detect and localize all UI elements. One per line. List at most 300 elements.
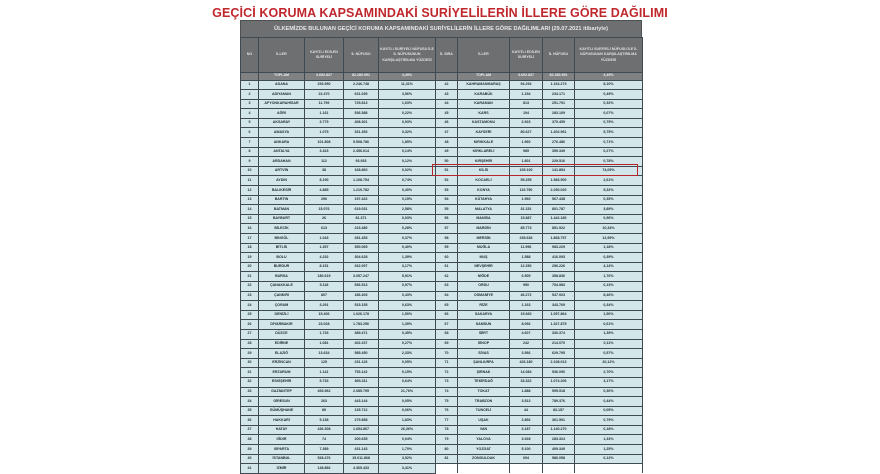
left-no-cell: 4 xyxy=(241,109,259,119)
left-city-cell: BİNGÖL xyxy=(259,234,305,244)
right-no-cell: 55 xyxy=(436,205,458,215)
column-header-right: KAYITLI SURİYELİ NÜFUSU İLE İL NÜFUSUNUN KARŞILAŞTIRILMA YÜZDESİ xyxy=(575,38,643,73)
right-population-cell: 983.229 xyxy=(543,243,575,253)
right-no-cell: 59 xyxy=(436,243,458,253)
left-no-cell: 30 xyxy=(241,358,259,368)
table-row xyxy=(241,368,643,378)
right-city-cell: SİNOP xyxy=(458,339,510,349)
total-row xyxy=(241,73,643,81)
right-registered-cell: 1.163 xyxy=(510,301,543,311)
right-registered-cell: 194 xyxy=(510,109,543,119)
right-percent-cell: 1,50% xyxy=(575,310,643,320)
left-percent-cell: 3,41% xyxy=(379,464,436,474)
right-population-cell: 141.854 xyxy=(543,166,575,176)
distribution-table xyxy=(240,37,643,474)
left-registered-cell: 263 xyxy=(305,397,344,407)
left-city-cell: GÜMÜŞHANE xyxy=(259,406,305,416)
left-registered-cell: 3.323 xyxy=(305,147,344,157)
right-city-cell: VAN xyxy=(458,425,510,435)
right-registered-cell: 1.960 xyxy=(510,138,543,148)
right-no-cell: 79 xyxy=(436,435,458,445)
left-city-cell: EDİRNE xyxy=(259,339,305,349)
right-percent-cell: 8,46% xyxy=(575,291,643,301)
right-percent-cell: 5,32% xyxy=(575,186,643,196)
left-percent-cell: 0,03% xyxy=(379,214,436,224)
right-city-cell: MERSİN xyxy=(458,234,510,244)
left-no-cell: 36 xyxy=(241,416,259,426)
right-city-cell: RİZE xyxy=(458,301,510,311)
table-row xyxy=(241,377,643,387)
left-registered-cell: 38 xyxy=(305,166,344,176)
left-no-cell: 8 xyxy=(241,147,259,157)
left-registered-cell: 5.733 xyxy=(305,377,344,387)
right-no-cell: 67 xyxy=(436,320,458,330)
left-no-cell: 15 xyxy=(241,214,259,224)
right-registered-cell: 8.066 xyxy=(510,320,543,330)
right-percent-cell: 3,89% xyxy=(575,205,643,215)
total-label: TOPLAM xyxy=(259,73,305,81)
left-population-cell: 3.057.247 xyxy=(344,272,379,282)
left-percent-cell: 0,06% xyxy=(379,406,436,416)
table-row xyxy=(241,397,643,407)
left-registered-cell: 148.866 xyxy=(305,464,344,474)
right-registered-cell: 1.960 xyxy=(510,195,543,205)
left-city-cell: ANTALYA xyxy=(259,147,305,157)
right-no-cell: 62 xyxy=(436,272,458,282)
total-population-right: 82.280.951 xyxy=(543,73,575,81)
right-population-cell: 370.459 xyxy=(543,118,575,128)
table-row xyxy=(241,109,643,119)
right-city-cell: TUNCELİ xyxy=(458,406,510,416)
right-percent-cell: 1,18% xyxy=(575,243,643,253)
right-no-cell: 75 xyxy=(436,397,458,407)
left-registered-cell: 112 xyxy=(305,157,344,167)
left-city-cell: AYDIN xyxy=(259,176,305,186)
left-city-cell: ANKARA xyxy=(259,138,305,148)
right-registered-cell: 12.250 xyxy=(510,262,543,272)
right-population-cell: 358.836 xyxy=(543,272,575,282)
table-row xyxy=(241,445,643,455)
right-population-cell: 343.769 xyxy=(543,301,575,311)
right-registered-cell: 3.513 xyxy=(510,397,543,407)
right-population-cell: 214.070 xyxy=(543,339,575,349)
left-population-cell: 200.635 xyxy=(344,435,379,445)
right-no-cell: 54 xyxy=(436,195,458,205)
right-no-cell: 74 xyxy=(436,387,458,397)
right-population-cell: 1.057.864 xyxy=(543,310,575,320)
distribution-sheet xyxy=(240,20,642,474)
right-percent-cell: 0,05% xyxy=(575,406,643,416)
right-percent-cell: 0,35% xyxy=(575,195,643,205)
page-title: GEÇİCİ KORUMA KAPSAMINDAKİ SURİYELİLERİN İLLERE GÖRE DAĞILIMI xyxy=(212,6,668,20)
right-registered-cell: 813 xyxy=(510,99,543,109)
left-city-cell: BATMAN xyxy=(259,205,305,215)
left-no-cell: 35 xyxy=(241,406,259,416)
right-population-cell: 416.093 xyxy=(543,253,575,263)
right-population-cell: 1.327.875 xyxy=(543,320,575,330)
right-population-cell: 229.516 xyxy=(543,157,575,167)
left-population-cell: 93.933 xyxy=(344,157,379,167)
right-percent-cell: 10,34% xyxy=(575,224,643,234)
right-city-cell: NİĞDE xyxy=(458,272,510,282)
table-row xyxy=(241,291,643,301)
right-percent-cell: 0,13% xyxy=(575,281,643,291)
left-registered-cell: 101.808 xyxy=(305,138,344,148)
left-population-cell: 81.371 xyxy=(344,214,379,224)
left-registered-cell: 1.075 xyxy=(305,128,344,138)
table-row xyxy=(241,224,643,234)
left-population-cell: 304.628 xyxy=(344,253,379,263)
left-population-cell: 168.860 xyxy=(344,166,379,176)
right-registered-cell: 46.272 xyxy=(510,291,543,301)
right-no-cell: 71 xyxy=(436,358,458,368)
left-registered-cell: 5.138 xyxy=(305,416,344,426)
empty-cell xyxy=(458,464,510,474)
left-percent-cell: 0,05% xyxy=(379,358,436,368)
right-percent-cell: 0,30% xyxy=(575,387,643,397)
left-percent-cell: 1,70% xyxy=(379,445,436,455)
right-percent-cell: 0,39% xyxy=(575,253,643,263)
right-no-cell: 65 xyxy=(436,301,458,311)
left-population-cell: 1.219.782 xyxy=(344,186,379,196)
right-registered-cell: 80.627 xyxy=(510,128,543,138)
right-population-cell: 595.518 xyxy=(543,387,575,397)
table-row xyxy=(241,406,643,416)
left-registered-cell: 1.357 xyxy=(305,243,344,253)
column-header-left: NO xyxy=(241,38,259,73)
column-header-right: İL NÜFUSU xyxy=(543,38,575,73)
right-percent-cell: 0,34% xyxy=(575,301,643,311)
right-population-cell: 234.171 xyxy=(543,90,575,100)
left-no-cell: 9 xyxy=(241,157,259,167)
right-city-cell: KONYA xyxy=(458,186,510,196)
right-registered-cell: 242 xyxy=(510,339,543,349)
left-percent-cell: 3,56% xyxy=(379,90,436,100)
right-registered-cell: 11.996 xyxy=(510,243,543,253)
table-row xyxy=(241,243,643,253)
right-no-cell: 56 xyxy=(436,214,458,224)
left-no-cell: 13 xyxy=(241,195,259,205)
right-percent-cell: 8,10% xyxy=(575,80,643,90)
right-no-cell: 52 xyxy=(436,176,458,186)
right-percent-cell: 0,44% xyxy=(575,397,643,407)
left-registered-cell: 11.799 xyxy=(305,99,344,109)
left-city-cell: ISPARTA xyxy=(259,445,305,455)
table-row xyxy=(241,281,643,291)
right-percent-cell: 0,07% xyxy=(575,109,643,119)
total-label-right: TOPLAM xyxy=(458,73,510,81)
right-no-cell: 58 xyxy=(436,234,458,244)
left-percent-cell: 1,63% xyxy=(379,99,436,109)
right-percent-cell: 0,57% xyxy=(575,349,643,359)
right-population-cell: 330.374 xyxy=(543,329,575,339)
right-percent-cell: 1,25% xyxy=(575,445,643,455)
right-city-cell: MANİSA xyxy=(458,214,510,224)
left-no-cell: 26 xyxy=(241,320,259,330)
right-city-cell: MARDİN xyxy=(458,224,510,234)
right-percent-cell: 0,12% xyxy=(575,454,643,464)
left-no-cell: 29 xyxy=(241,349,259,359)
left-city-cell: BARTIN xyxy=(259,195,305,205)
left-population-cell: 281.453 xyxy=(344,234,379,244)
left-percent-cell: 26,36% xyxy=(379,425,436,435)
left-no-cell: 5 xyxy=(241,118,259,128)
left-city-cell: HAKKARİ xyxy=(259,416,305,426)
left-no-cell: 34 xyxy=(241,397,259,407)
left-population-cell: 536.588 xyxy=(344,109,379,119)
left-registered-cell: 1.733 xyxy=(305,329,344,339)
right-no-cell: 44 xyxy=(436,99,458,109)
left-city-cell: ARDAHAN xyxy=(259,157,305,167)
left-population-cell: 389.471 xyxy=(344,329,379,339)
right-city-cell: MALATYA xyxy=(458,205,510,215)
right-registered-cell: 985 xyxy=(510,147,543,157)
right-registered-cell: 44 xyxy=(510,406,543,416)
right-no-cell: 63 xyxy=(436,281,458,291)
left-population-cell: 443.144 xyxy=(344,397,379,407)
left-registered-cell: 4.232 xyxy=(305,253,344,263)
table-row xyxy=(241,464,643,474)
left-no-cell: 11 xyxy=(241,176,259,186)
left-percent-cell: 3,17% xyxy=(379,262,436,272)
left-city-cell: BAYBURT xyxy=(259,214,305,224)
left-city-cell: AMASYA xyxy=(259,128,305,138)
right-no-cell: 43 xyxy=(436,90,458,100)
right-population-cell: 1.140.270 xyxy=(543,425,575,435)
left-city-cell: BİLECİK xyxy=(259,224,305,234)
right-no-cell: 47 xyxy=(436,128,458,138)
left-no-cell: 23 xyxy=(241,291,259,301)
left-percent-cell: 0,22% xyxy=(379,109,436,119)
left-percent-cell: 0,05% xyxy=(379,397,436,407)
right-population-cell: 1.868.757 xyxy=(543,234,575,244)
right-population-cell: 789.376 xyxy=(543,397,575,407)
left-percent-cell: 1,50% xyxy=(379,310,436,320)
right-city-cell: MUŞ xyxy=(458,253,510,263)
column-header-right: KAYITLI EDİLEN SURİYELİ xyxy=(510,38,543,73)
table-row xyxy=(241,262,643,272)
right-city-cell: YOZGAT xyxy=(458,445,510,455)
right-no-cell: 53 xyxy=(436,186,458,196)
left-registered-cell: 13.634 xyxy=(305,349,344,359)
left-city-cell: DENİZLİ xyxy=(259,310,305,320)
right-percent-cell: 0,71% xyxy=(575,138,643,148)
right-city-cell: KAYSERİ xyxy=(458,128,510,138)
right-registered-cell: 950 xyxy=(510,281,543,291)
left-population-cell: 1.654.867 xyxy=(344,425,379,435)
table-row xyxy=(241,195,643,205)
right-no-cell: 57 xyxy=(436,224,458,234)
right-registered-cell: 85.773 xyxy=(510,224,543,234)
left-no-cell: 14 xyxy=(241,205,259,215)
right-city-cell: KIRIKKALE xyxy=(458,138,510,148)
left-population-cell: 893.311 xyxy=(344,377,379,387)
left-city-cell: ADIYAMAN xyxy=(259,90,305,100)
left-percent-cell: 2,33% xyxy=(379,349,436,359)
right-registered-cell: 3.928 xyxy=(510,435,543,445)
left-city-cell: AFYONKARAHİSAR xyxy=(259,99,305,109)
right-population-cell: 1.402.961 xyxy=(543,128,575,138)
table-header-row xyxy=(241,38,643,73)
left-no-cell: 16 xyxy=(241,224,259,234)
right-registered-cell: 694 xyxy=(510,454,543,464)
right-city-cell: NEVŞEHİR xyxy=(458,262,510,272)
left-no-cell: 17 xyxy=(241,234,259,244)
left-population-cell: 350.065 xyxy=(344,243,379,253)
left-city-cell: GAZİANTEP xyxy=(259,387,305,397)
table-row xyxy=(241,99,643,109)
left-city-cell: BURSA xyxy=(259,272,305,282)
right-percent-cell: 0,11% xyxy=(575,339,643,349)
left-registered-cell: 1.081 xyxy=(305,339,344,349)
table-banner: ÜLKEMİZDE BULUNAN GEÇİCİ KORUMA KAPSAMINDAKİ SURİYELİLERİN İLLERE GÖRE DAĞILIMLARI (29.07.2021 itibariyle) xyxy=(240,20,642,37)
right-city-cell: KARAMAN xyxy=(458,99,510,109)
right-registered-cell: 2.923 xyxy=(510,118,543,128)
left-no-cell: 32 xyxy=(241,377,259,387)
left-registered-cell: 1.141 xyxy=(305,368,344,378)
right-registered-cell: 31.151 xyxy=(510,205,543,215)
right-no-cell: 77 xyxy=(436,416,458,426)
left-population-cell: 515.155 xyxy=(344,301,379,311)
left-city-cell: DİYARBAKIR xyxy=(259,320,305,330)
left-city-cell: BİTLİS xyxy=(259,243,305,253)
left-city-cell: ARTVİN xyxy=(259,166,305,176)
right-registered-cell: 5.100 xyxy=(510,445,543,455)
right-population-cell: 361.591 xyxy=(543,416,575,426)
left-registered-cell: 89 xyxy=(305,406,344,416)
right-city-cell: ZONGULDAK xyxy=(458,454,510,464)
right-percent-cell: 0,32% xyxy=(575,99,643,109)
left-registered-cell: 15.406 xyxy=(305,310,344,320)
left-city-cell: ELAZIĞ xyxy=(259,349,305,359)
left-population-cell: 408.301 xyxy=(344,118,379,128)
right-population-cell: 2.250.020 xyxy=(543,186,575,196)
left-no-cell: 28 xyxy=(241,339,259,349)
left-percent-cell: 0,45% xyxy=(379,329,436,339)
right-registered-cell: 14.084 xyxy=(510,368,543,378)
left-registered-cell: 5.118 xyxy=(305,281,344,291)
left-percent-cell: 0,04% xyxy=(379,435,436,445)
right-no-cell: 49 xyxy=(436,147,458,157)
right-city-cell: SAMSUN xyxy=(458,320,510,330)
left-percent-cell: 1,85% xyxy=(379,138,436,148)
left-percent-cell: 0,74% xyxy=(379,176,436,186)
right-registered-cell: 1.801 xyxy=(510,157,543,167)
right-city-cell: KASTAMONU xyxy=(458,118,510,128)
left-city-cell: İZMİR xyxy=(259,464,305,474)
right-city-cell: OSMANİYE xyxy=(458,291,510,301)
left-registered-cell: 8.151 xyxy=(305,262,344,272)
left-percent-cell: 0,93% xyxy=(379,118,436,128)
table-row xyxy=(241,454,643,464)
right-registered-cell: 15.887 xyxy=(510,214,543,224)
left-registered-cell: 8.190 xyxy=(305,176,344,186)
left-no-cell: 40 xyxy=(241,454,259,464)
left-city-cell: ÇORUM xyxy=(259,301,305,311)
right-population-cell: 567.438 xyxy=(543,195,575,205)
left-no-cell: 10 xyxy=(241,166,259,176)
left-no-cell: 19 xyxy=(241,253,259,263)
right-registered-cell: 3.566 xyxy=(510,349,543,359)
right-population-cell: 251.791 xyxy=(543,99,575,109)
right-city-cell: TEKİRDAĞ xyxy=(458,377,510,387)
left-city-cell: BURDUR xyxy=(259,262,305,272)
right-population-cell: 296.226 xyxy=(543,262,575,272)
left-population-cell: 279.858 xyxy=(344,416,379,426)
left-city-cell: IĞDIR xyxy=(259,435,305,445)
right-no-cell: 70 xyxy=(436,349,458,359)
right-city-cell: KOCAELİ xyxy=(458,176,510,186)
right-population-cell: 1.442.180 xyxy=(543,214,575,224)
left-no-cell: 21 xyxy=(241,272,259,282)
left-registered-cell: 1.161 xyxy=(305,109,344,119)
right-city-cell: TOKAT xyxy=(458,387,510,397)
table-row xyxy=(241,205,643,215)
table-row xyxy=(241,138,643,148)
table-row xyxy=(241,272,643,282)
right-no-cell: 64 xyxy=(436,291,458,301)
right-percent-cell: 1,76% xyxy=(575,272,643,282)
right-registered-cell: 6.505 xyxy=(510,272,543,282)
left-percent-cell: 0,14% xyxy=(379,147,436,157)
left-city-cell: HATAY xyxy=(259,425,305,435)
column-header-left: KAYITLI SURİYELİ NÜFUSU İLE İL NÜFUSUNUN KARŞILAŞTIRILMA YÜZDESİ xyxy=(379,38,436,73)
left-city-cell: ÇANAKKALE xyxy=(259,281,305,291)
right-population-cell: 586.058 xyxy=(543,454,575,464)
right-population-cell: 359.349 xyxy=(543,147,575,157)
right-registered-cell: 235.636 xyxy=(510,234,543,244)
left-city-cell: DÜZCE xyxy=(259,329,305,339)
left-population-cell: 631.039 xyxy=(344,90,379,100)
right-registered-cell: 1.154 xyxy=(510,90,543,100)
right-no-cell: 48 xyxy=(436,138,458,148)
left-registered-cell: 528.476 xyxy=(305,454,344,464)
table-row xyxy=(241,186,643,196)
left-population-cell: 231.126 xyxy=(344,358,379,368)
left-registered-cell: 125 xyxy=(305,358,344,368)
left-registered-cell: 180.619 xyxy=(305,272,344,282)
left-no-cell: 2 xyxy=(241,90,259,100)
left-percent-cell: 0,12% xyxy=(379,157,436,167)
left-no-cell: 37 xyxy=(241,425,259,435)
right-registered-cell: 426.180 xyxy=(510,358,543,368)
table-row xyxy=(241,128,643,138)
right-population-cell: 283.109 xyxy=(543,109,575,119)
left-percent-cell: 21,76% xyxy=(379,387,436,397)
left-no-cell: 41 xyxy=(241,464,259,474)
left-percent-cell: 0,43% xyxy=(379,291,436,301)
right-registered-cell: 3.187 xyxy=(510,425,543,435)
right-population-cell: 629.795 xyxy=(543,349,575,359)
left-registered-cell: 296 xyxy=(305,195,344,205)
left-registered-cell: 3.779 xyxy=(305,118,344,128)
right-no-cell: 73 xyxy=(436,377,458,387)
column-header-left: KAYITLI EDİLEN SURİYELİ xyxy=(305,38,344,73)
left-population-cell: 135.712 xyxy=(344,406,379,416)
left-percent-cell: 5,91% xyxy=(379,272,436,282)
right-percent-cell: 0,27% xyxy=(575,147,643,157)
left-no-cell: 33 xyxy=(241,387,259,397)
left-population-cell: 619.031 xyxy=(344,205,379,215)
table-row xyxy=(241,301,643,311)
right-city-cell: KİLİS xyxy=(458,166,510,176)
right-no-cell: 46 xyxy=(436,118,458,128)
left-population-cell: 4.365.433 xyxy=(344,464,379,474)
right-population-cell: 851.922 xyxy=(543,224,575,234)
table-row xyxy=(241,339,643,349)
left-no-cell: 27 xyxy=(241,329,259,339)
total-percent: 4,49% xyxy=(379,73,436,81)
